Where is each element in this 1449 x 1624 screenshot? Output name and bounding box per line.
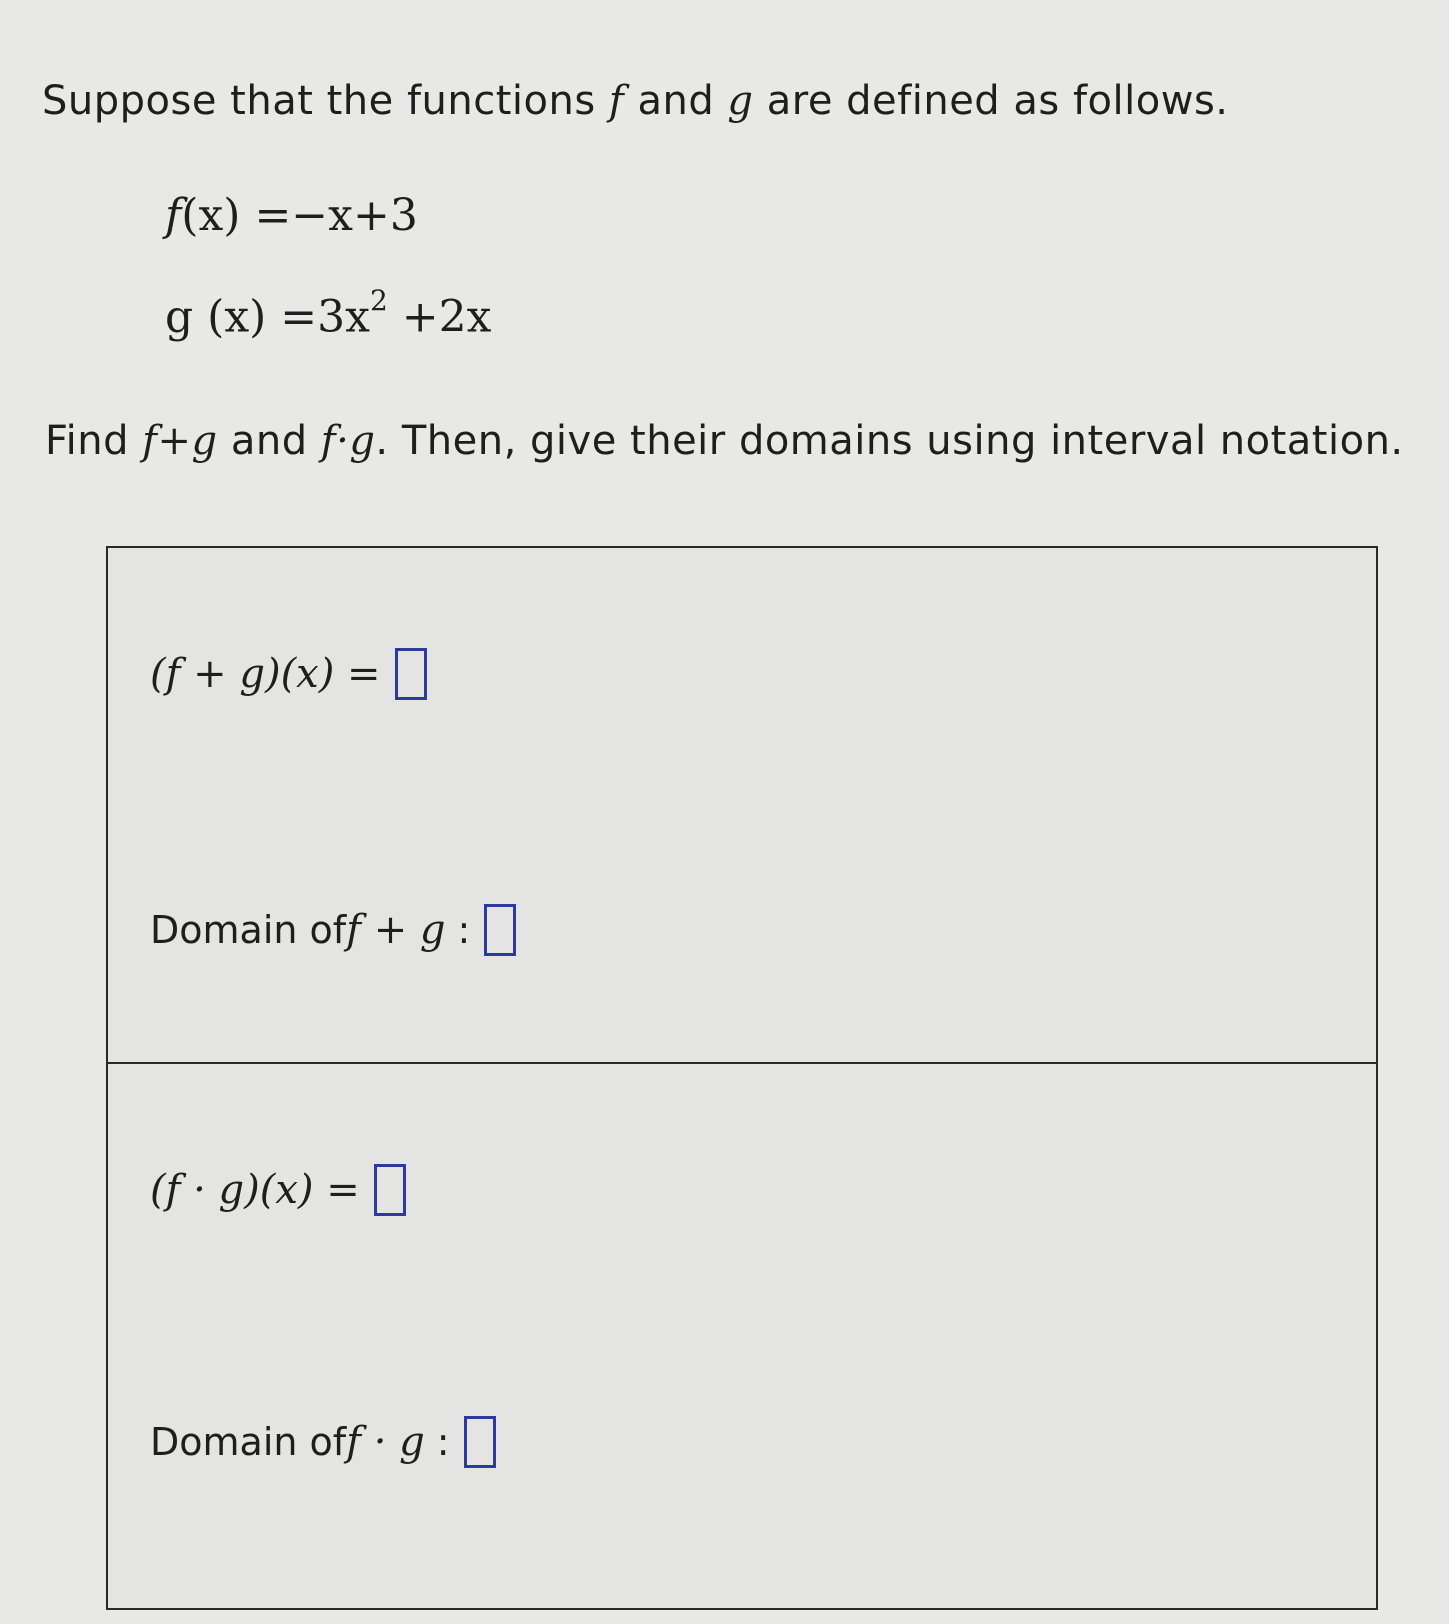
equation-g (165, 284, 492, 343)
sum-label: (f + g)(x) = (150, 651, 381, 697)
sum-domain-label: Domain of (150, 908, 347, 952)
equation-g-arg: (x) (193, 291, 267, 343)
sum-domain-expr: f + g (346, 907, 446, 953)
intro-and: and (624, 78, 728, 124)
equation-f-rhs: =−x+3 (240, 190, 418, 241)
product-domain-row (150, 1416, 496, 1468)
instruction-prod-expr: f·g (320, 418, 376, 464)
intro-suffix: are defined as follows. (753, 78, 1229, 124)
equation-f-arg: (x) (181, 190, 241, 241)
intro-text (42, 78, 1229, 124)
instruction-text (45, 418, 1404, 464)
instruction-sum-expr: f+g (142, 418, 218, 464)
equation-g-rhs-a: =3x (266, 291, 370, 343)
product-row (150, 1164, 406, 1216)
product-domain-label: Domain of (150, 1420, 347, 1464)
equation-g-exponent: 2 (369, 284, 388, 317)
equation-g-rhs-b: +2x (387, 291, 492, 343)
product-domain-expr: f · g (346, 1419, 425, 1465)
instruction-find: Find (45, 418, 143, 464)
product-answer-input[interactable] (374, 1164, 406, 1216)
instruction-rest: . Then, give their domains using interval notation. (375, 418, 1404, 464)
sum-row (150, 648, 427, 700)
sum-section (108, 548, 1376, 1064)
intro-prefix: Suppose that the functions (42, 78, 609, 124)
intro-g-symbol: g (727, 78, 754, 124)
sum-domain-row (150, 904, 516, 956)
equation-f (165, 190, 418, 241)
product-domain-colon: : (436, 1420, 450, 1464)
sum-answer-input[interactable] (395, 648, 427, 700)
equation-g-name: g (165, 291, 194, 343)
equation-f-name: f (165, 190, 182, 241)
instruction-and: and (217, 418, 321, 464)
answer-panel (106, 546, 1378, 1610)
sum-domain-input[interactable] (484, 904, 516, 956)
product-domain-input[interactable] (464, 1416, 496, 1468)
product-section (108, 1064, 1376, 1624)
intro-f-symbol: f (608, 78, 625, 124)
product-label: (f · g)(x) = (150, 1167, 360, 1213)
sum-domain-colon: : (457, 908, 471, 952)
